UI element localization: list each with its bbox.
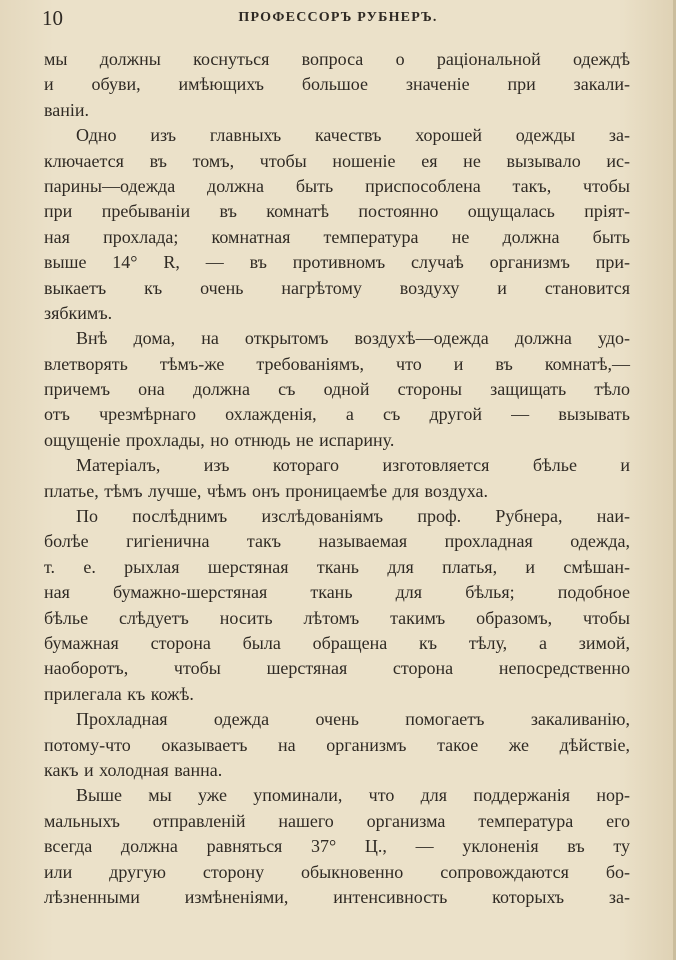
body-text <box>44 47 630 910</box>
text-line: потому-что оказываетъ на организмъ такое же дѣйствіе, <box>44 734 630 755</box>
text-line: Одно изъ главныхъ качествъ хорошей одежды за- <box>76 125 630 146</box>
text-line: отъ чрезмѣрнаго охлажденія, а съ другой — вызывать <box>44 404 630 425</box>
text-line: платье, тѣмъ лучше, чѣмъ онъ проницаемѣе для воздуха. <box>44 480 489 501</box>
text-line: ключается въ томъ, чтобы ношеніе ея не вызывало ис- <box>44 150 630 171</box>
text-line: наоборотъ, чтобы шерстяная сторона непосредственно <box>44 658 630 679</box>
text-line: Внѣ дома, на открытомъ воздухѣ—одежда должна удо- <box>76 328 630 349</box>
text-line: Прохладная одежда очень помогаетъ закаливанію, <box>76 709 630 730</box>
text-line: влетворять тѣмъ-же требованіямъ, что и въ комнатѣ,— <box>44 353 630 374</box>
text-line: всегда должна равняться 37° Ц., — уклоненія въ ту <box>44 836 630 857</box>
text-line: болѣе гигіенична такъ называемая прохладная одежда, <box>44 531 630 552</box>
text-line: ощущеніе прохлады, но отнюдь не испарину. <box>44 429 395 450</box>
page-number: 10 <box>42 6 63 30</box>
text-line: Выше мы уже упоминали, что для поддержанія нор- <box>76 785 630 806</box>
page-header <box>0 6 676 34</box>
text-line: бѣлье слѣдуетъ носить лѣтомъ такимъ образомъ, чтобы <box>44 607 630 628</box>
text-line: мы должны коснуться вопроса о раціональной одеждѣ <box>44 49 630 69</box>
running-title: ПРОФЕССОРЪ РУБНЕРЪ. <box>238 10 438 25</box>
text-line: лѣзненными измѣненіями, интенсивность которыхъ за- <box>44 886 630 907</box>
text-line: или другую сторону обыкновенно сопровождаются бо- <box>44 861 630 882</box>
text-line: По послѣднимъ изслѣдованіямъ проф. Рубнера, наи- <box>76 506 630 527</box>
text-line: выкаетъ къ очень нагрѣтому воздуху и становится <box>44 277 630 298</box>
text-line: выше 14° R, — въ противномъ случаѣ организмъ при- <box>44 252 630 273</box>
text-line: бумажная сторона была обращена къ тѣлу, а зимой, <box>44 632 630 653</box>
text-line: зябкимъ. <box>44 302 113 323</box>
text-line: т. е. рыхлая шерстяная ткань для платья, и смѣшан- <box>44 556 630 577</box>
text-line: причемъ она должна съ одной стороны защищать тѣло <box>44 379 630 400</box>
text-line: при пребываніи въ комнатѣ постоянно ощущалась пріят- <box>44 201 630 222</box>
text-line: и обуви, имѣющихъ большое значеніе при закали- <box>44 74 630 95</box>
text-line: ная прохлада; комнатная температура не должна быть <box>44 226 630 247</box>
text-line: парины—одежда должна быть приспособлена такъ, чтобы <box>44 175 630 196</box>
text-line: прилегала къ кожѣ. <box>44 683 194 704</box>
text-line: мальныхъ отправленій нашего организма температура его <box>44 810 630 831</box>
text-line: какъ и холодная ванна. <box>44 759 223 780</box>
text-line: ваніи. <box>44 99 90 120</box>
text-line: Матеріалъ, изъ котораго изготовляется бѣлье и <box>76 455 630 476</box>
text-line: ная бумажно-шерстяная ткань для бѣлья; подобное <box>44 582 630 603</box>
